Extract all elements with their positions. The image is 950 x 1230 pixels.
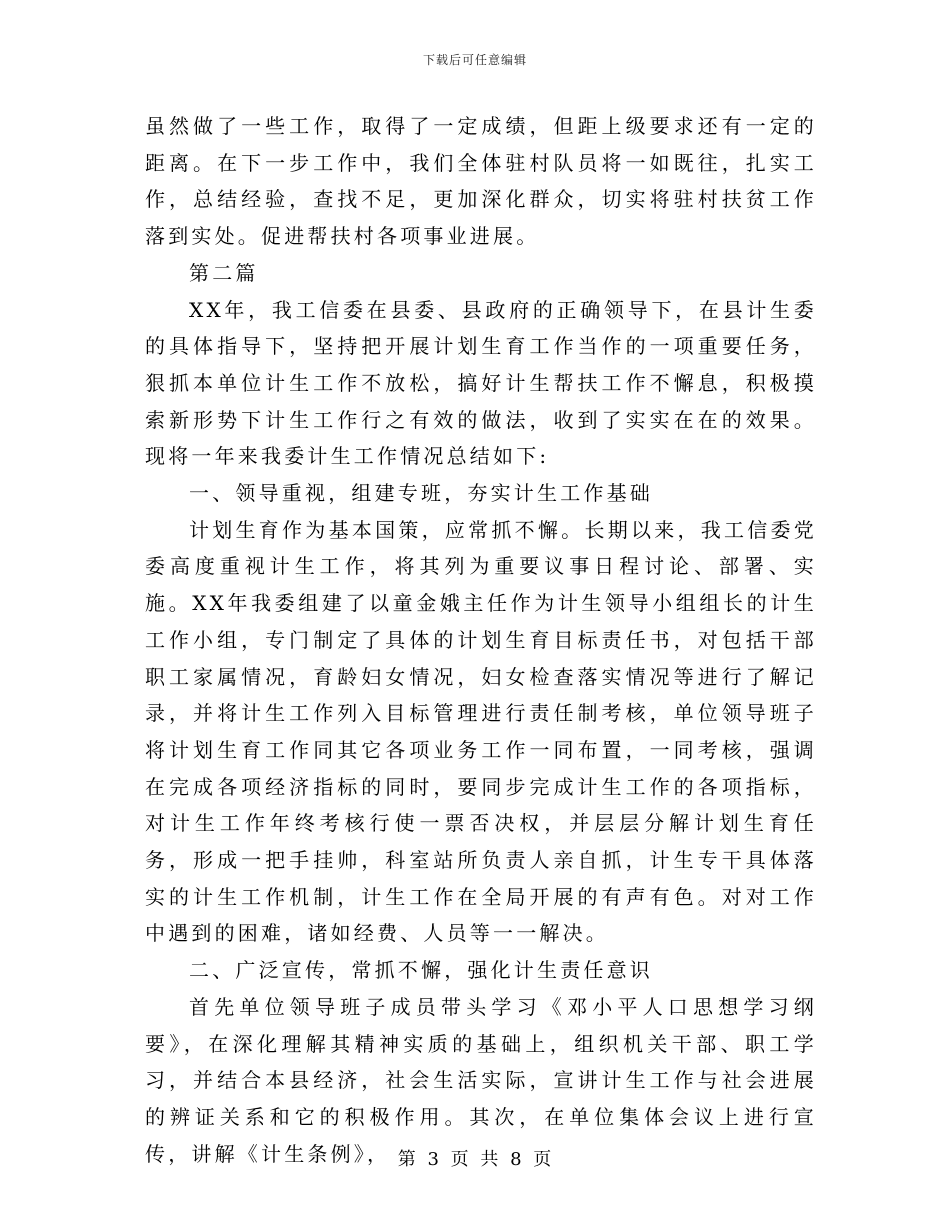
section-heading-two: 二、广泛宣传，常抓不懈，强化计生责任意识	[189, 958, 653, 983]
page-number: 第 3 页 共 8 页	[397, 1149, 553, 1170]
page-header: 下载后可任意编辑	[422, 53, 527, 67]
paragraph-leadership: 计划生育作为基本国策，应常抓不懈。长期以来，我工信委党委高度重视计生工作，将其列为重要议事日程讨论、部署、实施。XX年我委组建了以童金娥主任作为计生领导小组组长的计生工作小组，专门制定了具体的计划生育目标责任书，对包括干部职工家属情况，育龄妇女情况，妇女检查落实情况等进行了解记录，并将计生工作列入目标管理进行责任制考核，单位领导班子将计划生育工作同其它各项业务工作一同布置，一同考核，强调在完成各项经济指标的同时，要同步完成计生工作的各项指标，对计生工作年终考核行使一票否决权，并层层分解计划生育任务，形成一把手挂帅，科室站所负责人亲自抓，计生专干具体落实的计生工作机制，计生工作在全局开展的有声有色。对对工作中遇到的困难，诸如经费、人员等一一解决。	[145, 517, 817, 946]
document-body	[145, 108, 817, 1172]
paragraph-continuation: 虽然做了一些工作，取得了一定成绩，但距上级要求还有一定的距离。在下一步工作中，我们全体驻村队员将一如既往，扎实工作，总结经验，查找不足，更加深化群众，切实将驻村扶贫工作落到实处。促进帮扶村各项事业进展。	[145, 114, 817, 249]
paragraph-publicity: 首先单位领导班子成员带头学习《邓小平人口思想学习纲要》，在深化理解其精神实质的基础上，组织机关干部、职工学习，并结合本县经济，社会生活实际，宣讲计生工作与社会进展的辨证关系和它的积极作用。其次，在单位集体会议上进行宣传，讲解《计生条例》，	[145, 994, 817, 1166]
section-heading-one: 一、领导重视，组建专班，夯实计生工作基础	[189, 481, 653, 506]
section-heading-second-part: 第二篇	[189, 260, 259, 285]
paragraph-intro: XX年，我工信委在县委、县政府的正确领导下，在县计生委的具体指导下，坚持把开展计划生育工作当作的一项重要任务，狠抓本单位计生工作不放松，搞好计生帮扶工作不懈息，积极摸索新形势下计生工作行之有效的做法，收到了实实在在的效果。现将一年来我委计生工作情况总结如下:	[145, 297, 817, 469]
